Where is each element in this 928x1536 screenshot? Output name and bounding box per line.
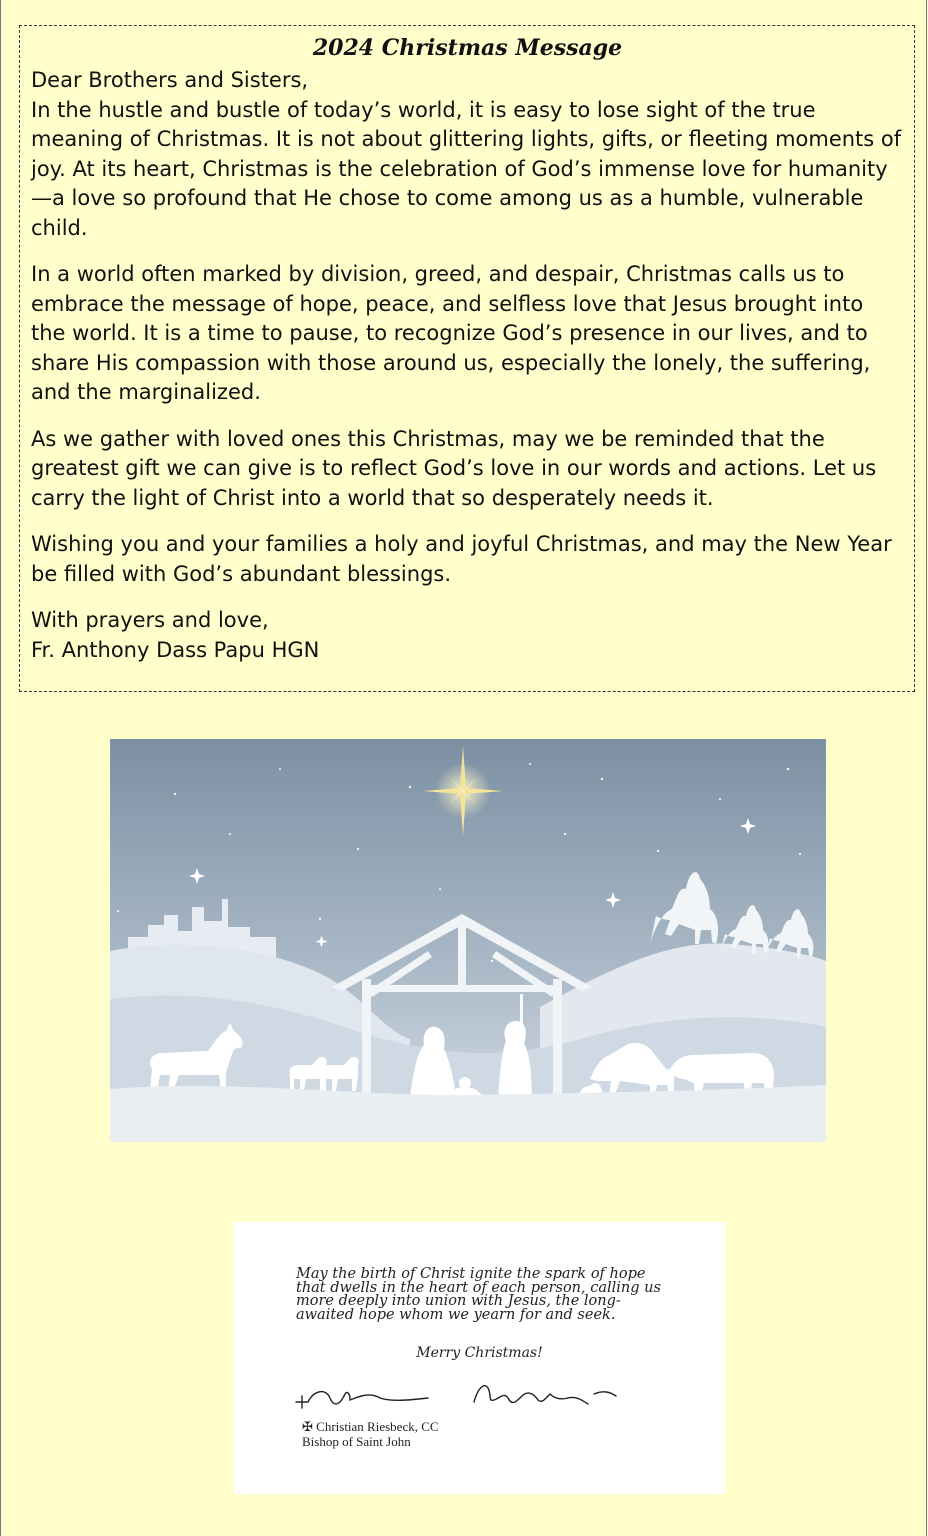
nativity-scene-image	[110, 739, 826, 1142]
bishop-title: Bishop of Saint John	[302, 1434, 411, 1449]
handwritten-signature	[294, 1380, 634, 1420]
message-signature: Fr. Anthony Dass Papu HGN	[31, 637, 320, 662]
message-paragraph-4: Wishing you and your families a holy and joyful Christmas, and may the New Year be filled with God’s abundant blessings.	[31, 532, 892, 586]
message-closing: With prayers and love,	[31, 608, 269, 632]
bishop-name: ✠ Christian Riesbeck, CC	[302, 1419, 439, 1434]
message-paragraph-3: As we gather with loved ones this Christmas, may we be reminded that the greatest gift we can give is to reflect God’s love in our words and actions. Let us carry the light of Christ into a world that so desperately needs it.	[31, 426, 877, 510]
message-greeting: Dear Brothers and Sisters,	[31, 68, 309, 92]
message-paragraph-1: In the hustle and bustle of today’s world, it is easy to lose sight of the true meaning of Christmas. It is not about glittering lights, gifts, or fleeting moments of joy. At its heart, Christmas is the celebration of God’s immense love for humanity—a love so profound that He chose to come among us as a humble, vulnerable child.	[31, 97, 902, 240]
message-intro	[31, 66, 904, 243]
merry-christmas-text: Merry Christmas!	[416, 1345, 543, 1361]
message-title: 2024 Christmas Message	[312, 35, 623, 61]
message-paragraph-2: In a world often marked by division, greed, and despair, Christmas calls us to embrace the message of hope, peace, and selfless love that Jesus brought into the world. It is a time to pause, to recognize God’s presence in our lives, and to share His compassion with those around us, especially the lonely, the suffering, and the marginalized.	[31, 262, 871, 404]
bishop-quote: May the birth of Christ ignite the spark of hope that dwells in the heart of each person, calling us more deeply into union with Jesus, the long-awaited hope whom we yearn for and seek.	[296, 1266, 661, 1323]
bishop-message-card	[234, 1222, 725, 1494]
christmas-message-box	[19, 25, 915, 692]
message-signoff	[31, 606, 904, 665]
